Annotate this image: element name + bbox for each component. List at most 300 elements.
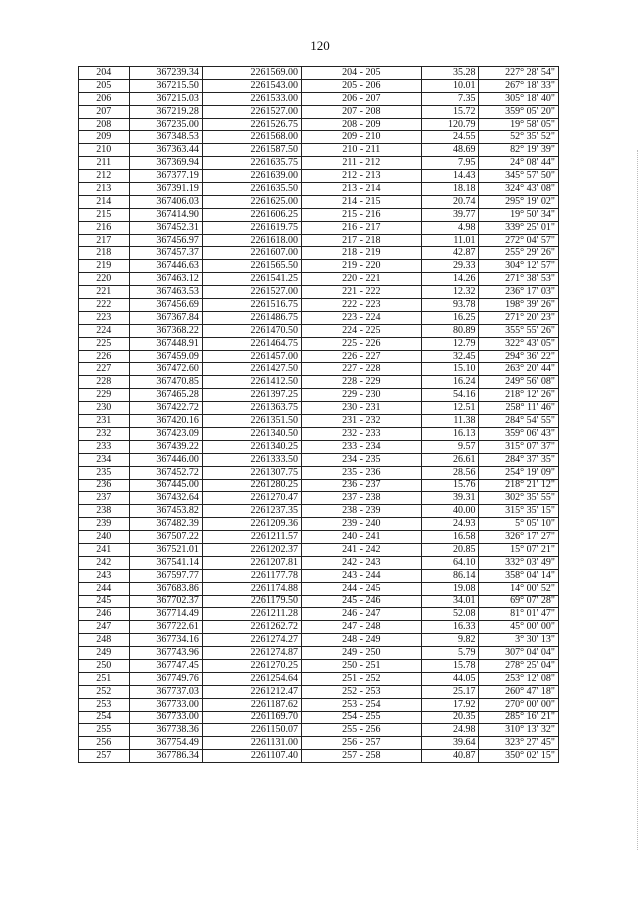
distance-cell: 15.76 (421, 479, 479, 492)
point-number-cell: 223 (79, 311, 130, 324)
table-row (79, 492, 559, 505)
distance-cell: 29.33 (421, 260, 479, 273)
azimuth-cell: 218° 21' 12" (479, 479, 559, 492)
segment-cell: 241 - 242 (301, 543, 421, 556)
table-row (79, 621, 559, 634)
segment-cell: 219 - 220 (301, 260, 421, 273)
distance-cell: 10.01 (421, 79, 479, 92)
x-coordinate-cell: 367733.00 (129, 711, 202, 724)
segment-cell: 216 - 217 (301, 221, 421, 234)
table-row (79, 299, 559, 312)
distance-cell: 16.33 (421, 621, 479, 634)
distance-cell: 14.43 (421, 170, 479, 183)
segment-cell: 249 - 250 (301, 647, 421, 660)
point-number-cell: 254 (79, 711, 130, 724)
table-row (79, 118, 559, 131)
x-coordinate-cell: 367348.53 (129, 131, 202, 144)
segment-cell: 210 - 211 (301, 144, 421, 157)
segment-cell: 252 - 253 (301, 685, 421, 698)
point-number-cell: 231 (79, 415, 130, 428)
y-coordinate-cell: 2261569.00 (202, 67, 301, 80)
azimuth-cell: 324° 43' 08" (479, 183, 559, 196)
x-coordinate-cell: 367786.34 (129, 750, 202, 763)
azimuth-cell: 24° 08' 44" (479, 157, 559, 170)
segment-cell: 256 - 257 (301, 737, 421, 750)
x-coordinate-cell: 367743.96 (129, 647, 202, 660)
azimuth-cell: 284° 54' 55" (479, 415, 559, 428)
point-number-cell: 207 (79, 105, 130, 118)
point-number-cell: 218 (79, 247, 130, 260)
distance-cell: 15.10 (421, 363, 479, 376)
azimuth-cell: 227° 28' 54" (479, 67, 559, 80)
distance-cell: 54.16 (421, 389, 479, 402)
table-row (79, 556, 559, 569)
point-number-cell: 241 (79, 543, 130, 556)
distance-cell: 14.26 (421, 273, 479, 286)
azimuth-cell: 315° 35' 15" (479, 505, 559, 518)
table-row (79, 698, 559, 711)
x-coordinate-cell: 367452.72 (129, 466, 202, 479)
table-row (79, 402, 559, 415)
distance-cell: 24.93 (421, 518, 479, 531)
point-number-cell: 236 (79, 479, 130, 492)
y-coordinate-cell: 2261412.50 (202, 376, 301, 389)
azimuth-cell: 270° 00' 00" (479, 698, 559, 711)
y-coordinate-cell: 2261533.00 (202, 92, 301, 105)
x-coordinate-cell: 367459.09 (129, 350, 202, 363)
y-coordinate-cell: 2261211.57 (202, 531, 301, 544)
table-row (79, 582, 559, 595)
y-coordinate-cell: 2261333.50 (202, 453, 301, 466)
segment-cell: 226 - 227 (301, 350, 421, 363)
azimuth-cell: 284° 37' 35" (479, 453, 559, 466)
point-number-cell: 255 (79, 724, 130, 737)
distance-cell: 40.00 (421, 505, 479, 518)
table-row (79, 67, 559, 80)
x-coordinate-cell: 367702.37 (129, 595, 202, 608)
y-coordinate-cell: 2261202.37 (202, 543, 301, 556)
y-coordinate-cell: 2261486.75 (202, 311, 301, 324)
distance-cell: 12.79 (421, 337, 479, 350)
table-row (79, 647, 559, 660)
azimuth-cell: 218° 12' 26" (479, 389, 559, 402)
y-coordinate-cell: 2261174.88 (202, 582, 301, 595)
coordinate-table-body (79, 67, 559, 763)
segment-cell: 235 - 236 (301, 466, 421, 479)
segment-cell: 233 - 234 (301, 440, 421, 453)
segment-cell: 212 - 213 (301, 170, 421, 183)
y-coordinate-cell: 2261625.00 (202, 195, 301, 208)
y-coordinate-cell: 2261307.75 (202, 466, 301, 479)
segment-cell: 217 - 218 (301, 234, 421, 247)
azimuth-cell: 278° 25' 04" (479, 659, 559, 672)
table-row (79, 389, 559, 402)
segment-cell: 248 - 249 (301, 634, 421, 647)
y-coordinate-cell: 2261270.25 (202, 659, 301, 672)
point-number-cell: 209 (79, 131, 130, 144)
azimuth-cell: 267° 18' 33" (479, 79, 559, 92)
distance-cell: 11.01 (421, 234, 479, 247)
y-coordinate-cell: 2261280.25 (202, 479, 301, 492)
azimuth-cell: 359° 05' 20" (479, 105, 559, 118)
x-coordinate-cell: 367733.00 (129, 698, 202, 711)
table-row (79, 505, 559, 518)
point-number-cell: 244 (79, 582, 130, 595)
table-row (79, 518, 559, 531)
y-coordinate-cell: 2261639.00 (202, 170, 301, 183)
point-number-cell: 256 (79, 737, 130, 750)
azimuth-cell: 310° 13' 32" (479, 724, 559, 737)
azimuth-cell: 294° 36' 22" (479, 350, 559, 363)
distance-cell: 16.58 (421, 531, 479, 544)
table-row (79, 479, 559, 492)
azimuth-cell: 350° 02' 15" (479, 750, 559, 763)
y-coordinate-cell: 2261619.75 (202, 221, 301, 234)
x-coordinate-cell: 367738.36 (129, 724, 202, 737)
table-row (79, 221, 559, 234)
x-coordinate-cell: 367507.22 (129, 531, 202, 544)
point-number-cell: 253 (79, 698, 130, 711)
distance-cell: 24.98 (421, 724, 479, 737)
distance-cell: 16.13 (421, 427, 479, 440)
x-coordinate-cell: 367414.90 (129, 208, 202, 221)
y-coordinate-cell: 2261179.50 (202, 595, 301, 608)
segment-cell: 229 - 230 (301, 389, 421, 402)
point-number-cell: 220 (79, 273, 130, 286)
distance-cell: 48.69 (421, 144, 479, 157)
segment-cell: 207 - 208 (301, 105, 421, 118)
distance-cell: 18.18 (421, 183, 479, 196)
point-number-cell: 206 (79, 92, 130, 105)
segment-cell: 231 - 232 (301, 415, 421, 428)
distance-cell: 16.24 (421, 376, 479, 389)
segment-cell: 209 - 210 (301, 131, 421, 144)
segment-cell: 211 - 212 (301, 157, 421, 170)
segment-cell: 224 - 225 (301, 324, 421, 337)
distance-cell: 35.28 (421, 67, 479, 80)
point-number-cell: 249 (79, 647, 130, 660)
y-coordinate-cell: 2261351.50 (202, 415, 301, 428)
table-row (79, 273, 559, 286)
x-coordinate-cell: 367377.19 (129, 170, 202, 183)
point-number-cell: 215 (79, 208, 130, 221)
y-coordinate-cell: 2261207.81 (202, 556, 301, 569)
distance-cell: 12.32 (421, 286, 479, 299)
y-coordinate-cell: 2261587.50 (202, 144, 301, 157)
segment-cell: 221 - 222 (301, 286, 421, 299)
point-number-cell: 227 (79, 363, 130, 376)
y-coordinate-cell: 2261363.75 (202, 402, 301, 415)
table-row (79, 79, 559, 92)
page-number: 120 (310, 38, 330, 53)
distance-cell: 42.87 (421, 247, 479, 260)
table-row (79, 131, 559, 144)
segment-cell: 238 - 239 (301, 505, 421, 518)
table-row (79, 427, 559, 440)
table-row (79, 144, 559, 157)
azimuth-cell: 272° 04' 57" (479, 234, 559, 247)
point-number-cell: 245 (79, 595, 130, 608)
azimuth-cell: 263° 20' 44" (479, 363, 559, 376)
table-row (79, 415, 559, 428)
segment-cell: 228 - 229 (301, 376, 421, 389)
x-coordinate-cell: 367423.09 (129, 427, 202, 440)
x-coordinate-cell: 367463.12 (129, 273, 202, 286)
azimuth-cell: 323° 27' 45" (479, 737, 559, 750)
y-coordinate-cell: 2261565.50 (202, 260, 301, 273)
segment-cell: 240 - 241 (301, 531, 421, 544)
distance-cell: 24.55 (421, 131, 479, 144)
y-coordinate-cell: 2261464.75 (202, 337, 301, 350)
y-coordinate-cell: 2261427.50 (202, 363, 301, 376)
segment-cell: 236 - 237 (301, 479, 421, 492)
distance-cell: 12.51 (421, 402, 479, 415)
point-number-cell: 226 (79, 350, 130, 363)
point-number-cell: 232 (79, 427, 130, 440)
point-number-cell: 243 (79, 569, 130, 582)
y-coordinate-cell: 2261187.62 (202, 698, 301, 711)
y-coordinate-cell: 2261606.25 (202, 208, 301, 221)
x-coordinate-cell: 367368.22 (129, 324, 202, 337)
point-number-cell: 250 (79, 659, 130, 672)
azimuth-cell: 305° 18' 40" (479, 92, 559, 105)
distance-cell: 86.14 (421, 569, 479, 582)
x-coordinate-cell: 367456.69 (129, 299, 202, 312)
x-coordinate-cell: 367470.85 (129, 376, 202, 389)
x-coordinate-cell: 367754.49 (129, 737, 202, 750)
segment-cell: 239 - 240 (301, 518, 421, 531)
point-number-cell: 237 (79, 492, 130, 505)
y-coordinate-cell: 2261274.27 (202, 634, 301, 647)
distance-cell: 20.85 (421, 543, 479, 556)
segment-cell: 242 - 243 (301, 556, 421, 569)
point-number-cell: 252 (79, 685, 130, 698)
x-coordinate-cell: 367749.76 (129, 672, 202, 685)
distance-cell: 16.25 (421, 311, 479, 324)
y-coordinate-cell: 2261527.00 (202, 286, 301, 299)
azimuth-cell: 260° 47' 18" (479, 685, 559, 698)
segment-cell: 244 - 245 (301, 582, 421, 595)
y-coordinate-cell: 2261541.25 (202, 273, 301, 286)
x-coordinate-cell: 367453.82 (129, 505, 202, 518)
segment-cell: 223 - 224 (301, 311, 421, 324)
point-number-cell: 214 (79, 195, 130, 208)
y-coordinate-cell: 2261470.50 (202, 324, 301, 337)
distance-cell: 52.08 (421, 608, 479, 621)
y-coordinate-cell: 2261526.75 (202, 118, 301, 131)
point-number-cell: 216 (79, 221, 130, 234)
azimuth-cell: 5° 05' 10" (479, 518, 559, 531)
table-row (79, 466, 559, 479)
distance-cell: 80.89 (421, 324, 479, 337)
y-coordinate-cell: 2261340.25 (202, 440, 301, 453)
table-row (79, 183, 559, 196)
x-coordinate-cell: 367747.45 (129, 659, 202, 672)
y-coordinate-cell: 2261607.00 (202, 247, 301, 260)
azimuth-cell: 255° 29' 26" (479, 247, 559, 260)
azimuth-cell: 15° 07' 21" (479, 543, 559, 556)
table-row (79, 350, 559, 363)
distance-cell: 15.78 (421, 659, 479, 672)
segment-cell: 234 - 235 (301, 453, 421, 466)
table-row (79, 724, 559, 737)
x-coordinate-cell: 367439.22 (129, 440, 202, 453)
x-coordinate-cell: 367597.77 (129, 569, 202, 582)
azimuth-cell: 302° 35' 55" (479, 492, 559, 505)
segment-cell: 257 - 258 (301, 750, 421, 763)
segment-cell: 246 - 247 (301, 608, 421, 621)
azimuth-cell: 307° 04' 04" (479, 647, 559, 660)
table-row (79, 234, 559, 247)
azimuth-cell: 326° 17' 27" (479, 531, 559, 544)
segment-cell: 208 - 209 (301, 118, 421, 131)
distance-cell: 93.78 (421, 299, 479, 312)
azimuth-cell: 69° 07' 28" (479, 595, 559, 608)
table-row (79, 157, 559, 170)
distance-cell: 5.79 (421, 647, 479, 660)
segment-cell: 206 - 207 (301, 92, 421, 105)
x-coordinate-cell: 367420.16 (129, 415, 202, 428)
table-row (79, 286, 559, 299)
distance-cell: 9.82 (421, 634, 479, 647)
x-coordinate-cell: 367239.34 (129, 67, 202, 80)
y-coordinate-cell: 2261211.28 (202, 608, 301, 621)
point-number-cell: 219 (79, 260, 130, 273)
y-coordinate-cell: 2261274.87 (202, 647, 301, 660)
x-coordinate-cell: 367452.31 (129, 221, 202, 234)
table-row (79, 543, 559, 556)
x-coordinate-cell: 367482.39 (129, 518, 202, 531)
distance-cell: 34.01 (421, 595, 479, 608)
y-coordinate-cell: 2261527.00 (202, 105, 301, 118)
x-coordinate-cell: 367391.19 (129, 183, 202, 196)
x-coordinate-cell: 367445.00 (129, 479, 202, 492)
table-row (79, 363, 559, 376)
distance-cell: 32.45 (421, 350, 479, 363)
y-coordinate-cell: 2261107.40 (202, 750, 301, 763)
table-row (79, 170, 559, 183)
segment-cell: 251 - 252 (301, 672, 421, 685)
point-number-cell: 228 (79, 376, 130, 389)
distance-cell: 17.92 (421, 698, 479, 711)
segment-cell: 255 - 256 (301, 724, 421, 737)
point-number-cell: 213 (79, 183, 130, 196)
azimuth-cell: 198° 39' 26" (479, 299, 559, 312)
azimuth-cell: 271° 38' 53" (479, 273, 559, 286)
segment-cell: 218 - 219 (301, 247, 421, 260)
table-row (79, 324, 559, 337)
point-number-cell: 212 (79, 170, 130, 183)
x-coordinate-cell: 367683.86 (129, 582, 202, 595)
azimuth-cell: 249° 56' 08" (479, 376, 559, 389)
table-row (79, 672, 559, 685)
x-coordinate-cell: 367446.00 (129, 453, 202, 466)
point-number-cell: 230 (79, 402, 130, 415)
distance-cell: 28.56 (421, 466, 479, 479)
segment-cell: 243 - 244 (301, 569, 421, 582)
table-row (79, 711, 559, 724)
table-row (79, 195, 559, 208)
point-number-cell: 239 (79, 518, 130, 531)
y-coordinate-cell: 2261169.70 (202, 711, 301, 724)
table-row (79, 634, 559, 647)
segment-cell: 253 - 254 (301, 698, 421, 711)
azimuth-cell: 19° 50' 34" (479, 208, 559, 221)
table-row (79, 311, 559, 324)
table-row (79, 105, 559, 118)
x-coordinate-cell: 367406.03 (129, 195, 202, 208)
x-coordinate-cell: 367722.61 (129, 621, 202, 634)
segment-cell: 247 - 248 (301, 621, 421, 634)
x-coordinate-cell: 367714.49 (129, 608, 202, 621)
azimuth-cell: 3° 30' 13" (479, 634, 559, 647)
x-coordinate-cell: 367432.64 (129, 492, 202, 505)
table-row (79, 531, 559, 544)
azimuth-cell: 359° 06' 43" (479, 427, 559, 440)
table-row (79, 247, 559, 260)
distance-cell: 15.72 (421, 105, 479, 118)
table-row (79, 260, 559, 273)
y-coordinate-cell: 2261254.64 (202, 672, 301, 685)
x-coordinate-cell: 367457.37 (129, 247, 202, 260)
y-coordinate-cell: 2261150.07 (202, 724, 301, 737)
point-number-cell: 211 (79, 157, 130, 170)
point-number-cell: 225 (79, 337, 130, 350)
azimuth-cell: 253° 12' 08" (479, 672, 559, 685)
y-coordinate-cell: 2261543.00 (202, 79, 301, 92)
x-coordinate-cell: 367363.44 (129, 144, 202, 157)
y-coordinate-cell: 2261212.47 (202, 685, 301, 698)
x-coordinate-cell: 367541.14 (129, 556, 202, 569)
segment-cell: 254 - 255 (301, 711, 421, 724)
x-coordinate-cell: 367472.60 (129, 363, 202, 376)
scan-margin-mark (636, 150, 638, 850)
distance-cell: 40.87 (421, 750, 479, 763)
azimuth-cell: 358° 04' 14" (479, 569, 559, 582)
distance-cell: 20.35 (421, 711, 479, 724)
x-coordinate-cell: 367215.50 (129, 79, 202, 92)
table-row (79, 595, 559, 608)
azimuth-cell: 339° 25' 01" (479, 221, 559, 234)
table-row (79, 92, 559, 105)
y-coordinate-cell: 2261635.50 (202, 183, 301, 196)
segment-cell: 205 - 206 (301, 79, 421, 92)
azimuth-cell: 295° 19' 02" (479, 195, 559, 208)
distance-cell: 120.79 (421, 118, 479, 131)
point-number-cell: 205 (79, 79, 130, 92)
point-number-cell: 242 (79, 556, 130, 569)
y-coordinate-cell: 2261131.00 (202, 737, 301, 750)
distance-cell: 44.05 (421, 672, 479, 685)
point-number-cell: 251 (79, 672, 130, 685)
azimuth-cell: 82° 19' 39" (479, 144, 559, 157)
segment-cell: 222 - 223 (301, 299, 421, 312)
segment-cell: 245 - 246 (301, 595, 421, 608)
table-row (79, 608, 559, 621)
table-row (79, 376, 559, 389)
segment-cell: 237 - 238 (301, 492, 421, 505)
y-coordinate-cell: 2261262.72 (202, 621, 301, 634)
point-number-cell: 229 (79, 389, 130, 402)
point-number-cell: 210 (79, 144, 130, 157)
y-coordinate-cell: 2261568.00 (202, 131, 301, 144)
segment-cell: 214 - 215 (301, 195, 421, 208)
table-row (79, 453, 559, 466)
table-row (79, 685, 559, 698)
distance-cell: 39.64 (421, 737, 479, 750)
distance-cell: 39.77 (421, 208, 479, 221)
y-coordinate-cell: 2261237.35 (202, 505, 301, 518)
